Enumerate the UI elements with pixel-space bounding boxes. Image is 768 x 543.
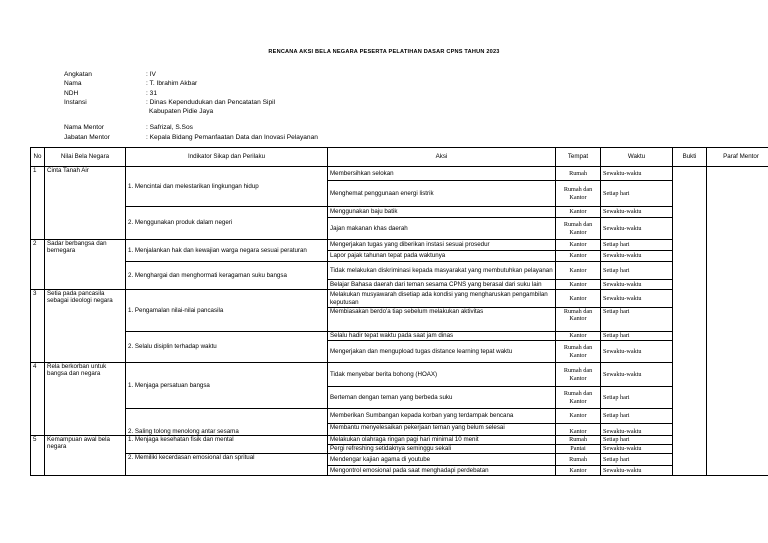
time: Setiap hari bbox=[601, 240, 673, 251]
action: Belajar Bahasa daerah dari teman sesama CPNS yang berasal dari suku lain bbox=[328, 280, 556, 290]
action: Mengerjakan tugas yang diberikan instasi sesuai prosedur bbox=[328, 240, 556, 251]
action: Melakukan olahraga ringan pagi hari minimal 10 menit bbox=[328, 436, 556, 445]
row-number: 3 bbox=[31, 290, 45, 363]
place: Kantor bbox=[556, 251, 601, 262]
time: Sewaktu-waktu bbox=[601, 280, 673, 290]
meta-label: Nama bbox=[64, 80, 82, 88]
value-name: Rela berkorban untuk bangsa dan negara bbox=[45, 363, 126, 436]
indicator: 1. Menjaga persatuan bangsa bbox=[126, 363, 328, 409]
document-title: RENCANA AKSI BELA NEGARA PESERTA PELATIHAN DASAR CPNS TAHUN 2023 bbox=[268, 49, 500, 55]
action: Membantu menyelesaikan pekerjaan teman yang belum selesai bbox=[328, 424, 556, 436]
table-row bbox=[31, 290, 768, 308]
place: Rumah dan Kantor bbox=[556, 363, 601, 387]
action: Menghemat penggunaan energi listrik bbox=[328, 181, 556, 207]
meta-value: : Kepala Bidang Pemanfaatan Data dan Inovasi Pelayanan bbox=[146, 133, 318, 141]
place: Kantor bbox=[556, 240, 601, 251]
table-row bbox=[31, 363, 768, 387]
row-number: 2 bbox=[31, 240, 45, 290]
indicator: 2. Menghargai dan menghormati keragaman suku bangsa bbox=[126, 262, 328, 290]
header-aksi: Aksi bbox=[328, 148, 556, 167]
header-nilai: Nilai Bela Negara bbox=[45, 148, 126, 167]
indicator: 1. Pengamalan nilai-nilai pancasila bbox=[126, 290, 328, 332]
meta-value: : 31 bbox=[146, 89, 157, 97]
header-no: No bbox=[31, 148, 45, 167]
meta-row-instansi bbox=[64, 98, 318, 107]
time: Setiap hari bbox=[601, 262, 673, 280]
meta-row-angkatan bbox=[64, 70, 318, 79]
time: Sewaktu-waktu bbox=[601, 218, 673, 240]
place: Kantor bbox=[556, 290, 601, 308]
meta-label: Angkatan bbox=[64, 71, 92, 78]
action: Membiasakan berdo'a tiap sebelum melakukan aktivitas bbox=[328, 308, 556, 332]
time: Setiap hari bbox=[601, 454, 673, 466]
place: Rumah dan Kantor bbox=[556, 387, 601, 409]
table-row bbox=[31, 454, 768, 466]
place: Rumah bbox=[556, 436, 601, 445]
time: Sewaktu-waktu bbox=[601, 207, 673, 218]
meta-row-nama bbox=[64, 79, 318, 88]
action: Tidak melakukan diskriminasi kepada masyarakat yang membutuhkan pelayanan bbox=[328, 262, 556, 280]
action: Mengontrol emosional pada saat menghadapi perdebatan bbox=[328, 466, 556, 476]
place: Rumah dan Kantor bbox=[556, 341, 601, 363]
action: Mendengar kajian agama di youtube bbox=[328, 454, 556, 466]
action: Pergi refreshing setidaknya seminggu sekali bbox=[328, 445, 556, 454]
value-name: Sadar berbangsa dan bernegara bbox=[45, 240, 126, 290]
value-name: Cinta Tanah Air bbox=[45, 167, 126, 240]
action: Tidak menyebar berita bohong (HOAX) bbox=[328, 363, 556, 387]
table-row bbox=[31, 240, 768, 251]
table-row bbox=[31, 436, 768, 445]
time: Sewaktu-waktu bbox=[601, 341, 673, 363]
action: Jajan makanan khas daerah bbox=[328, 218, 556, 240]
meta-label: Instansi bbox=[64, 98, 87, 106]
time: Setiap hari bbox=[601, 332, 673, 341]
place: Rumah dan Kantor bbox=[556, 218, 601, 240]
time: Sewaktu-waktu bbox=[601, 363, 673, 387]
table-row bbox=[31, 409, 768, 424]
meta-value: : IV bbox=[146, 71, 156, 78]
time: Setiap hari bbox=[601, 308, 673, 332]
meta-row-jabatan-mentor bbox=[64, 133, 318, 142]
mentor-signature-cell bbox=[707, 167, 768, 476]
meta-row-ndh bbox=[64, 89, 318, 98]
table-row bbox=[31, 332, 768, 341]
time: Setiap hari bbox=[601, 409, 673, 424]
meta-label: NDH bbox=[64, 89, 79, 97]
indicator: 1. Menjalankan hak dan kewajian warga negara sesuai peraturan bbox=[126, 240, 328, 262]
header-paraf: Paraf Mentor bbox=[707, 148, 768, 167]
row-number: 5 bbox=[31, 436, 45, 476]
meta-value: Kabupaten Pidie Jaya bbox=[149, 108, 214, 116]
header-indikator: Indikator Sikap dan Perilaku bbox=[126, 148, 328, 167]
place: Kantor bbox=[556, 409, 601, 424]
row-number: 4 bbox=[31, 363, 45, 436]
indicator: 1. Menjaga kesehatan fisik dan mental bbox=[126, 436, 328, 454]
indicator: 2. Menggunakan produk dalam negeri bbox=[126, 207, 328, 240]
place: Rumah dan Kantor bbox=[556, 308, 601, 332]
meta-row-nama-mentor bbox=[64, 123, 318, 132]
time: Sewaktu-waktu bbox=[601, 445, 673, 454]
table-row bbox=[31, 262, 768, 280]
action: Lapor pajak tahunan tepat pada waktunya bbox=[328, 251, 556, 262]
indicator: 1. Mencintai dan melestarikan lingkungan hidup bbox=[126, 167, 328, 207]
meta-value: : Dinas Kependudukan dan Pencatatan Sipil bbox=[146, 98, 276, 106]
table-row bbox=[31, 207, 768, 218]
row-number: 1 bbox=[31, 167, 45, 240]
action: Selalu hadir tepat waktu pada saat jam dinas bbox=[328, 332, 556, 341]
place: Rumah bbox=[556, 167, 601, 181]
header-tempat: Tempat bbox=[556, 148, 601, 167]
time: Setiap hari bbox=[601, 387, 673, 409]
place: Kantor bbox=[556, 424, 601, 436]
time: Sewaktu-waktu bbox=[601, 167, 673, 181]
action: Membersihkan selokan bbox=[328, 167, 556, 181]
evidence-cell bbox=[673, 167, 707, 476]
meta-value: : Safrizal, S.Sos bbox=[146, 124, 193, 132]
time: Sewaktu-waktu bbox=[601, 251, 673, 262]
meta-value: : T. Ibrahim Akbar bbox=[146, 80, 198, 88]
action: Melakukan musyawarah disetiap ada kondisi yang mengharuskan pengambilan keputusan bbox=[328, 290, 556, 308]
time: Setiap hari bbox=[601, 181, 673, 207]
place: Rumah dan Kantor bbox=[556, 181, 601, 207]
action: Berteman dengan teman yang berbeda suku bbox=[328, 387, 556, 409]
participant-info bbox=[64, 70, 318, 142]
table-header-row bbox=[31, 148, 768, 167]
place: Kantor bbox=[556, 332, 601, 341]
indicator: 2. Selalu disiplin terhadap waktu bbox=[126, 332, 328, 363]
time: Sewaktu-waktu bbox=[601, 290, 673, 308]
meta-label bbox=[64, 107, 146, 116]
indicator: 2. Memiliki kecerdasan emosional dan spritual bbox=[126, 454, 328, 476]
place: Rumah bbox=[556, 454, 601, 466]
place: Pantai bbox=[556, 445, 601, 454]
time: Sewaktu-waktu bbox=[601, 466, 673, 476]
action: Mengerjakan dan mengupload tugas distance learning tepat waktu bbox=[328, 341, 556, 363]
header-bukti: Bukti bbox=[673, 148, 707, 167]
time: Sewaktu-waktu bbox=[601, 424, 673, 436]
value-name: Setia pada pancasila sebagai ideologi negara bbox=[45, 290, 126, 363]
place: Kantor bbox=[556, 280, 601, 290]
meta-label: Jabatan Mentor bbox=[64, 133, 110, 141]
time: Setiap hari bbox=[601, 436, 673, 445]
action-plan-table bbox=[30, 147, 768, 476]
place: Kantor bbox=[556, 262, 601, 280]
meta-row-instansi-cont bbox=[64, 107, 318, 116]
header-waktu: Waktu bbox=[601, 148, 673, 167]
table-row bbox=[31, 167, 768, 181]
value-name: Kemampuan awal bela negara bbox=[45, 436, 126, 476]
meta-label: Nama Mentor bbox=[64, 124, 104, 132]
indicator: 2. Saling tolong menolong antar sesama bbox=[126, 409, 328, 436]
action: Memberikan Sumbangan kepada korban yang terdampak bencana bbox=[328, 409, 556, 424]
place: Kantor bbox=[556, 466, 601, 476]
action: Menggunakan baju batik bbox=[328, 207, 556, 218]
place: Kantor bbox=[556, 207, 601, 218]
